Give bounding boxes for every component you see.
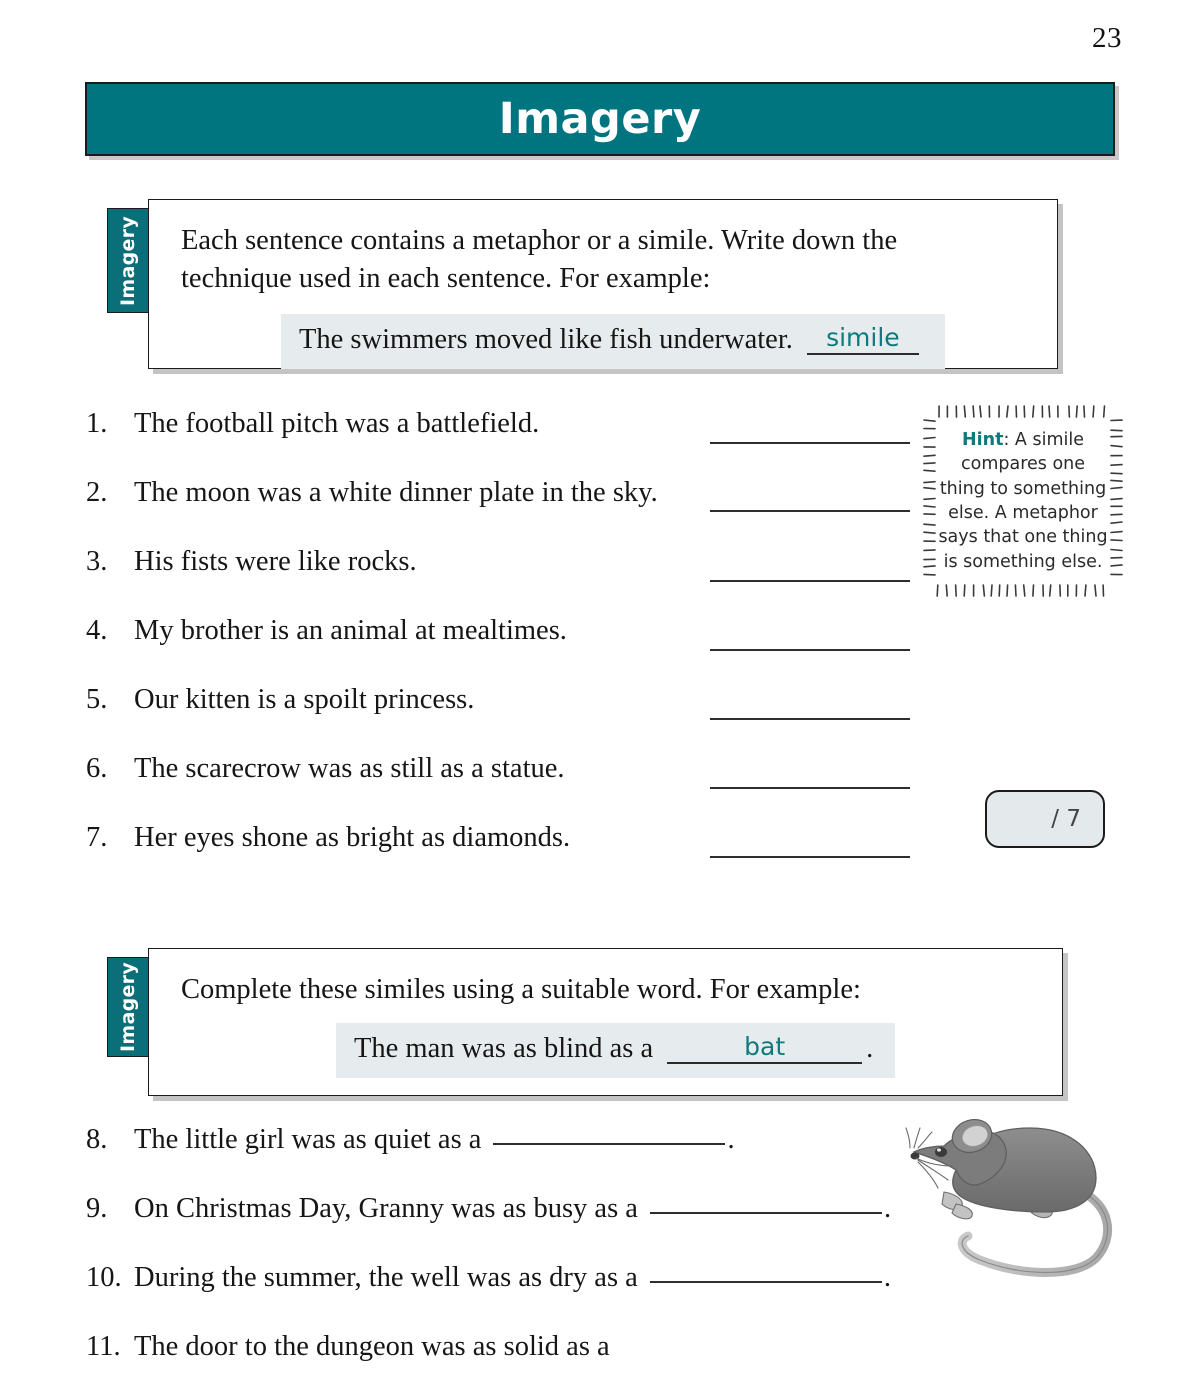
question-number: 2.: [86, 477, 134, 509]
hint-label: Hint: [962, 430, 1003, 450]
section-tab-1-label: Imagery: [117, 215, 139, 305]
page-title-banner: [85, 82, 1115, 156]
question-list-2: [86, 1124, 986, 1400]
question-trailing: .: [727, 1124, 734, 1156]
question-text: Her eyes shone as bright as diamonds.: [134, 822, 570, 854]
section-tab-1: [107, 208, 149, 313]
instruction-panel-1: [148, 199, 1058, 369]
question-number: 4.: [86, 615, 134, 647]
question-text: During the summer, the well was as dry as a: [134, 1262, 638, 1294]
question-number: 8.: [86, 1124, 134, 1156]
question-text: The door to the dungeon was as solid as a: [134, 1331, 610, 1363]
answer-line-5[interactable]: [710, 718, 910, 720]
question-trailing: .: [884, 1193, 891, 1225]
hint-body: : A simile compares one thing to something else. A metaphor says that one thing is something else.: [938, 430, 1107, 572]
answer-line-4[interactable]: [710, 649, 910, 651]
score-value: / 7: [1051, 806, 1081, 832]
instruction-text-2: Complete these similes using a suitable word. For example:: [181, 971, 1001, 1009]
answer-line-2[interactable]: [710, 510, 910, 512]
question-text: My brother is an animal at mealtimes.: [134, 615, 567, 647]
answer-line-8[interactable]: [493, 1143, 725, 1145]
mouse-eye: [935, 1147, 947, 1157]
mouse-eye-highlight: [937, 1148, 941, 1151]
question-number: 9.: [86, 1193, 134, 1225]
question-row: [86, 1193, 986, 1262]
answer-line-1[interactable]: [710, 442, 910, 444]
hint-box: [922, 404, 1124, 598]
instruction-panel-2: [148, 948, 1063, 1096]
mouse-front-paw-2: [952, 1204, 972, 1219]
question-number: 5.: [86, 684, 134, 716]
example-sentence-2: The man was as blind as a: [354, 1033, 653, 1065]
question-number: 7.: [86, 822, 134, 854]
instruction-body-1: [149, 200, 1057, 389]
page-title: Imagery: [499, 94, 702, 144]
example-row-1: [281, 314, 945, 369]
hint-text: [936, 428, 1110, 574]
example-sentence-1: The swimmers moved like fish underwater.: [299, 324, 793, 356]
answer-line-10[interactable]: [650, 1281, 882, 1283]
answer-line-9[interactable]: [650, 1212, 882, 1214]
section-tab-2: [107, 957, 149, 1057]
question-row: [86, 1262, 986, 1331]
question-text: On Christmas Day, Granny was as busy as a: [134, 1193, 638, 1225]
answer-line-3[interactable]: [710, 580, 910, 582]
question-text: The moon was a white dinner plate in the sky.: [134, 477, 658, 509]
question-row: [86, 1331, 986, 1400]
question-number: 11.: [86, 1331, 134, 1363]
example-trailing-2: .: [866, 1033, 873, 1065]
page-number: 23: [1092, 22, 1122, 55]
question-row: [86, 1124, 986, 1193]
question-number: 1.: [86, 408, 134, 440]
question-text: The little girl was as quiet as a: [134, 1124, 481, 1156]
example-answer-2: bat: [667, 1032, 862, 1064]
answer-line-7[interactable]: [710, 856, 910, 858]
question-text: The football pitch was a battlefield.: [134, 408, 539, 440]
answer-line-6[interactable]: [710, 787, 910, 789]
instruction-body-2: [149, 949, 1062, 1098]
question-trailing: .: [884, 1262, 891, 1294]
mouse-illustration: [900, 1108, 1190, 1298]
question-text: His fists were like rocks.: [134, 546, 417, 578]
score-badge: [985, 790, 1105, 848]
question-text: The scarecrow was as still as a statue.: [134, 753, 565, 785]
question-number: 6.: [86, 753, 134, 785]
question-number: 10.: [86, 1262, 134, 1294]
hint-content: [936, 418, 1110, 584]
instruction-text-1: Each sentence contains a metaphor or a simile. Write down the technique used in each sentence. For example:: [181, 222, 1001, 298]
example-row-2: [336, 1023, 895, 1078]
example-answer-1: simile: [807, 323, 919, 355]
question-number: 3.: [86, 546, 134, 578]
question-text: Our kitten is a spoilt princess.: [134, 684, 474, 716]
section-tab-2-label: Imagery: [117, 962, 139, 1052]
